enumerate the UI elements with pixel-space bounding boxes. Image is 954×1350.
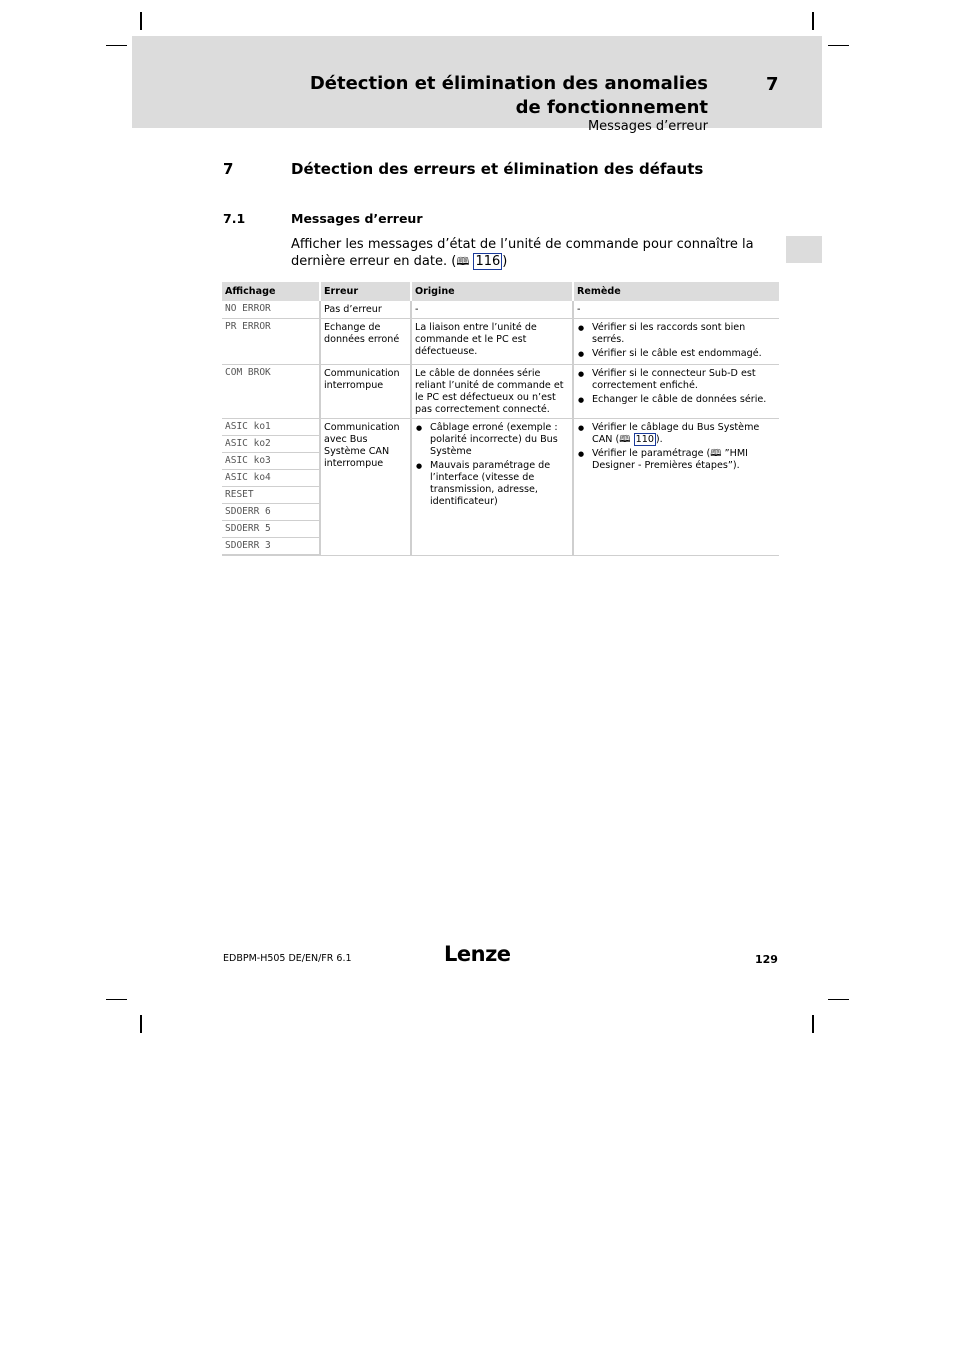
page-ref-link[interactable]: 116 xyxy=(475,254,501,269)
book-icon: 🕮 xyxy=(710,448,722,459)
column-header: Erreur xyxy=(320,282,411,301)
column-header: Affichage xyxy=(222,282,320,301)
crop-mark xyxy=(828,45,849,46)
crop-mark xyxy=(828,999,849,1000)
display-code: ASIC ko2 xyxy=(222,436,320,453)
origin-item: ● Câblage erroné (exemple : polarité incorrecte) du Bus Système xyxy=(430,422,569,458)
remedy-cell xyxy=(573,365,779,419)
remedy-item: ● Vérifier le câblage du Bus Système CAN (🕮 110 ). xyxy=(592,422,776,446)
intro-paragraph: Afficher les messages d’état de l’unité de commande pour connaître la dernière erreur en date. (🕮 116 ) xyxy=(291,237,754,269)
crop-mark xyxy=(106,999,127,1000)
crop-mark xyxy=(106,45,127,46)
table-row xyxy=(222,419,779,436)
remedy-cell xyxy=(573,319,779,365)
subsection-number: 7.1 xyxy=(223,211,246,226)
subsection-title: Messages d’erreur xyxy=(291,211,423,226)
remedy-cell: - xyxy=(573,301,779,319)
lenze-logo: Lenze xyxy=(444,942,511,966)
remedy-cell xyxy=(573,419,779,556)
display-code: PR ERROR xyxy=(222,319,320,365)
chapter-number: 7 xyxy=(766,74,779,95)
table-row xyxy=(222,365,779,419)
error-cell: Communication avec Bus Système CAN interrompue xyxy=(320,419,411,556)
display-code: ASIC ko4 xyxy=(222,470,320,487)
origin-cell: - xyxy=(411,301,573,319)
table-row xyxy=(222,301,779,319)
chapter-subtitle: Messages d’erreur xyxy=(587,119,708,134)
remedy-item: ● Echanger le câble de données série. xyxy=(592,394,776,406)
error-cell: Echange de données erroné xyxy=(320,319,411,365)
error-messages-table xyxy=(222,282,779,556)
page-number: 129 xyxy=(755,953,778,966)
column-header: Remède xyxy=(573,282,779,301)
origin-cell: Le câble de données série reliant l’unité de commande et le PC est défectueux ou n’est pas correctement connecté. xyxy=(411,365,573,419)
table-header-row xyxy=(222,282,779,301)
table-row xyxy=(222,319,779,365)
crop-mark xyxy=(140,12,142,30)
remedy-item: ● Vérifier si le connecteur Sub-D est correctement enfiché. xyxy=(592,368,776,392)
origin-item: ● Mauvais paramétrage de l’interface (vitesse de transmission, adresse, identificateur) xyxy=(430,460,569,508)
display-code: ASIC ko3 xyxy=(222,453,320,470)
display-code: SDOERR 5 xyxy=(222,521,320,538)
page-ref-link[interactable]: 110 xyxy=(635,434,654,445)
book-icon: 🕮 xyxy=(456,255,470,268)
display-code: COM BROK xyxy=(222,365,320,419)
crop-mark xyxy=(812,1015,814,1033)
display-code: ASIC ko1 xyxy=(222,419,320,436)
remedy-item: ● Vérifier le paramétrage (🕮 ”HMI Designer - Premières étapes”). xyxy=(592,448,776,472)
origin-cell xyxy=(411,419,573,556)
document-id: EDBPM-H505 DE/EN/FR 6.1 xyxy=(223,953,352,964)
column-header: Origine xyxy=(411,282,573,301)
remedy-item: ● Vérifier si les raccords sont bien serrés. xyxy=(592,322,776,346)
display-code: RESET xyxy=(222,487,320,504)
section-title: Détection des erreurs et élimination des défauts xyxy=(291,160,704,178)
book-icon: 🕮 xyxy=(619,434,631,445)
error-cell: Pas d’erreur xyxy=(320,301,411,319)
display-code: SDOERR 3 xyxy=(222,538,320,556)
remedy-item: ● Vérifier si le câble est endommagé. xyxy=(592,348,776,360)
section-number: 7 xyxy=(223,160,234,178)
display-code: SDOERR 6 xyxy=(222,504,320,521)
origin-cell: La liaison entre l’unité de commande et le PC est défectueuse. xyxy=(411,319,573,365)
chapter-title: Détection et élimination des anomalies de fonctionnement xyxy=(309,73,708,118)
crop-mark xyxy=(812,12,814,30)
chapter-side-tab xyxy=(786,236,822,263)
crop-mark xyxy=(140,1015,142,1033)
display-code: NO ERROR xyxy=(222,301,320,319)
error-cell: Communication interrompue xyxy=(320,365,411,419)
